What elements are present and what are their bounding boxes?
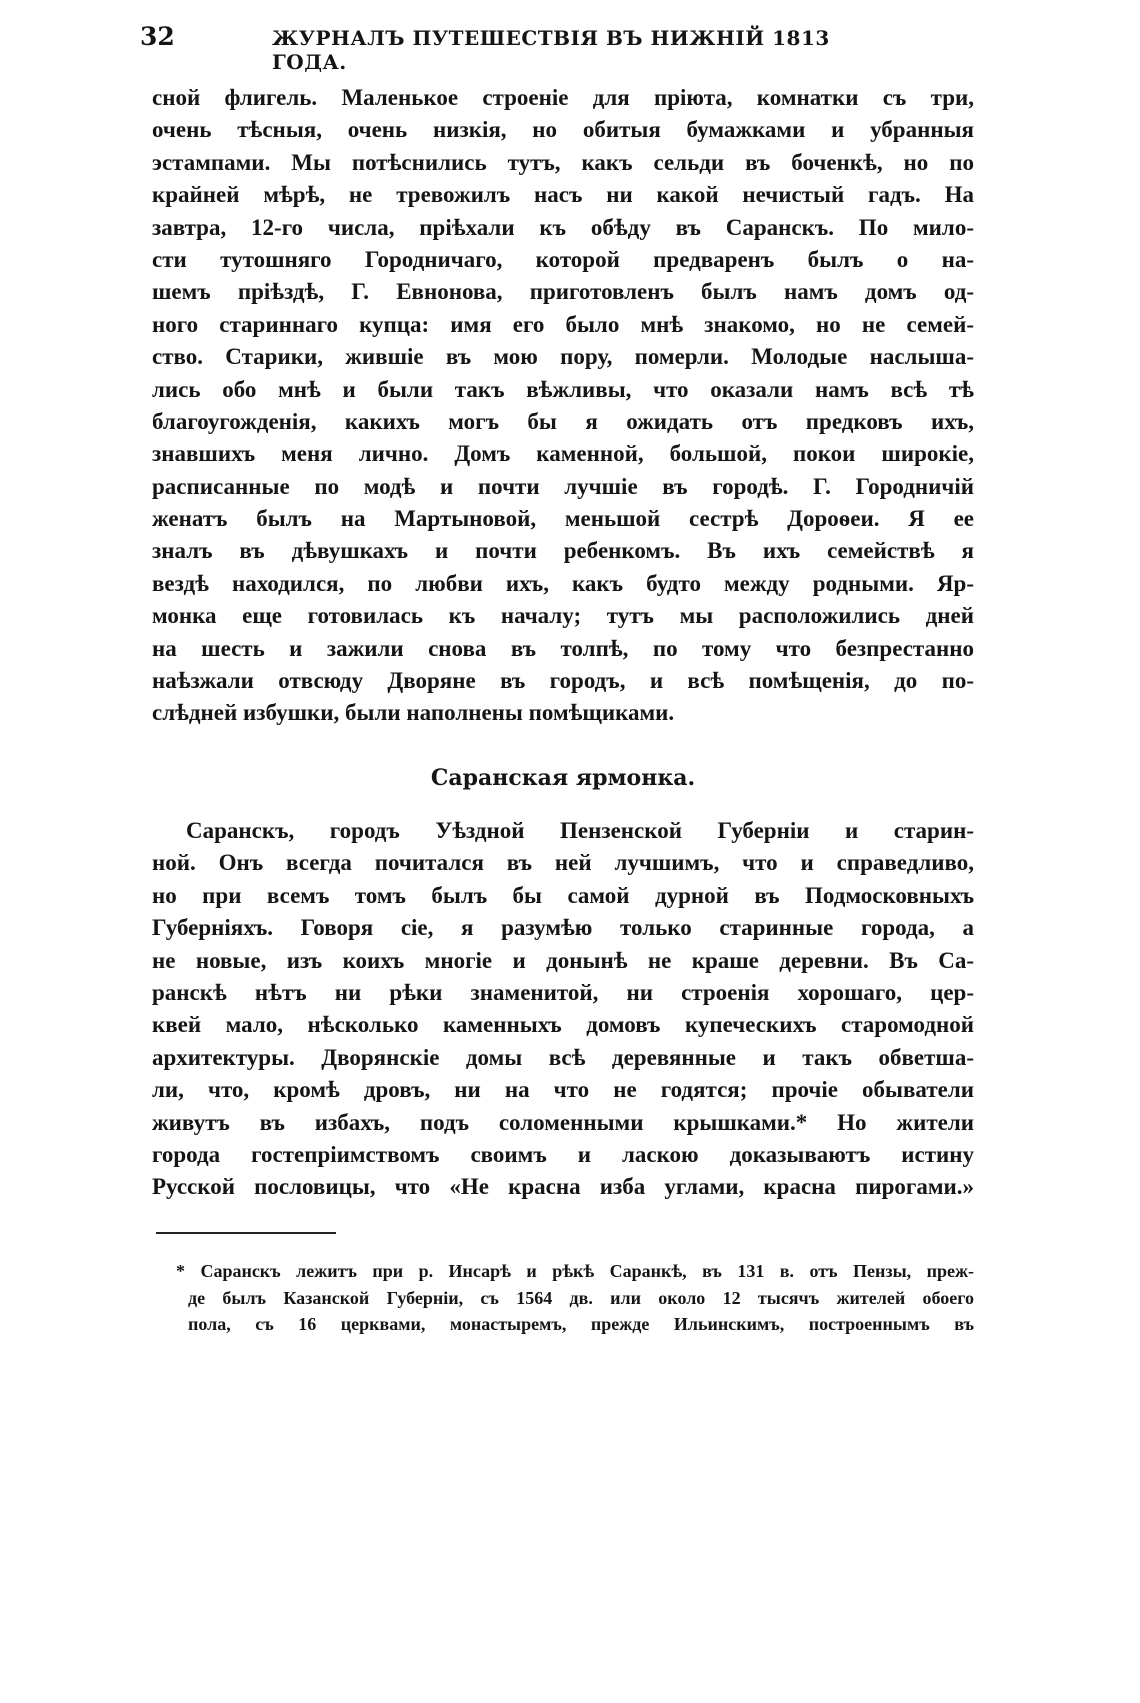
text-line: зналъ въ дѣвушкахъ и почти ребенкомъ. Въ ихъ семействѣ я (152, 538, 974, 564)
text-line: живутъ въ избахъ, подъ соломенными крышками.* Но жители (152, 1109, 974, 1135)
text-line: на шесть и зажили снова въ толпѣ, по тому что безпрестанно (152, 635, 974, 661)
text-line: наѣзжали отвсюду Дворяне въ городъ, и всѣ помѣщенія, до по- (152, 668, 974, 694)
footnote-divider (156, 1232, 336, 1234)
text-line: знавшихъ меня лично. Домъ каменной, большой, покои широкіе, (152, 441, 974, 467)
text-line: женатъ былъ на Мартыновой, меньшой сестрѣ Дороѳеи. Я ее (152, 506, 974, 532)
page-header (140, 18, 840, 74)
paragraph-1 (152, 82, 974, 730)
text-line: ного стариннаго купца: имя его было мнѣ знакомо, но не семей- (152, 311, 974, 337)
page-number: 32 (140, 22, 175, 51)
text-line: вездѣ находился, по любви ихъ, какъ будто между родными. Яр- (152, 570, 974, 596)
text-line: сти тутошняго Городничаго, которой предваренъ былъ о на- (152, 246, 974, 272)
text-line: Русской пословицы, что «Не красна изба углами, красна пирогами.» (152, 1174, 974, 1200)
text-line: эстампами. Мы потѣснились тутъ, какъ сельди въ боченкѣ, но по (152, 149, 974, 175)
text-line: квей мало, нѣсколько каменныхъ домовъ купеческихъ старомодной (152, 1012, 974, 1038)
text-line: ранскѣ нѣтъ ни рѣки знаменитой, ни строенія хорошаго, цер- (152, 979, 974, 1005)
text-line: ли, что, кромѣ дровъ, ни на что не годятся; прочіе обыватели (152, 1077, 974, 1103)
text-line: благоугожденія, какихъ могъ бы я ожидать отъ предковъ ихъ, (152, 408, 974, 434)
running-title: ЖУРНАЛЪ ПУТЕШЕСТВІЯ ВЪ НИЖНІЙ 1813 ГОДА. (272, 26, 830, 74)
text-line: слѣдней избушки, были наполнены помѣщиками. (152, 700, 675, 726)
text-line: завтра, 12-го числа, пріѣхали къ обѣду въ Саранскъ. По мило- (152, 214, 974, 240)
text-line: крайней мѣрѣ, не тревожилъ насъ ни какой нечистый гадъ. На (152, 182, 974, 208)
text-line: не новые, изъ коихъ многіе и донынѣ не краше деревни. Въ Са- (152, 947, 974, 973)
text-line: шемъ пріѣздѣ, Г. Евнонова, приготовленъ былъ намъ домъ од- (152, 279, 974, 305)
text-line: ной. Онъ всегда почитался въ ней лучшимъ, что и справедливо, (152, 850, 974, 876)
text-line: очень тѣсныя, очень низкія, но обитыя бумажками и убранныя (152, 117, 974, 143)
text-line: сной флигель. Маленькое строеніе для пріюта, комнатки съ три, (152, 85, 974, 110)
text-line: архитектуры. Дворянскіе домы всѣ деревянные и такъ обветша- (152, 1044, 974, 1070)
text-line: * Саранскъ лежитъ при р. Инсарѣ и рѣкѣ Саранкѣ, въ 131 в. отъ Пензы, преж- (176, 1261, 974, 1281)
section-title: Саранская ярмонка. (430, 765, 696, 791)
text-line: ство. Старики, жившіе въ мою пору, померли. Молодые наслыша- (152, 344, 974, 370)
text-line: расписанные по модѣ и почти лучшіе въ городѣ. Г. Городничій (152, 473, 974, 499)
text-line: Саранскъ, городъ Уѣздной Пензенской Губерніи и старин- (186, 818, 974, 843)
text-line: пола, съ 16 церквами, монастыремъ, прежде Ильинскимъ, построеннымъ въ (188, 1314, 974, 1334)
text-line: но при всемъ томъ былъ бы самой дурной въ Подмосковныхъ (152, 882, 974, 908)
text-line: Губерніяхъ. Говоря сіе, я разумѣю только старинные города, а (152, 915, 974, 941)
text-line: лись обо мнѣ и были такъ вѣжливы, что оказали намъ всѣ тѣ (152, 376, 974, 402)
text-line: города гостепріимствомъ своимъ и ласкою доказываютъ истину (152, 1141, 974, 1167)
text-line: де былъ Казанской Губерніи, съ 1564 дв. или около 12 тысячъ жителей обоего (188, 1287, 974, 1308)
paragraph-2 (152, 815, 974, 1204)
text-line: монка еще готовилась къ началу; тутъ мы расположились дней (152, 603, 974, 629)
footnote (176, 1258, 974, 1338)
